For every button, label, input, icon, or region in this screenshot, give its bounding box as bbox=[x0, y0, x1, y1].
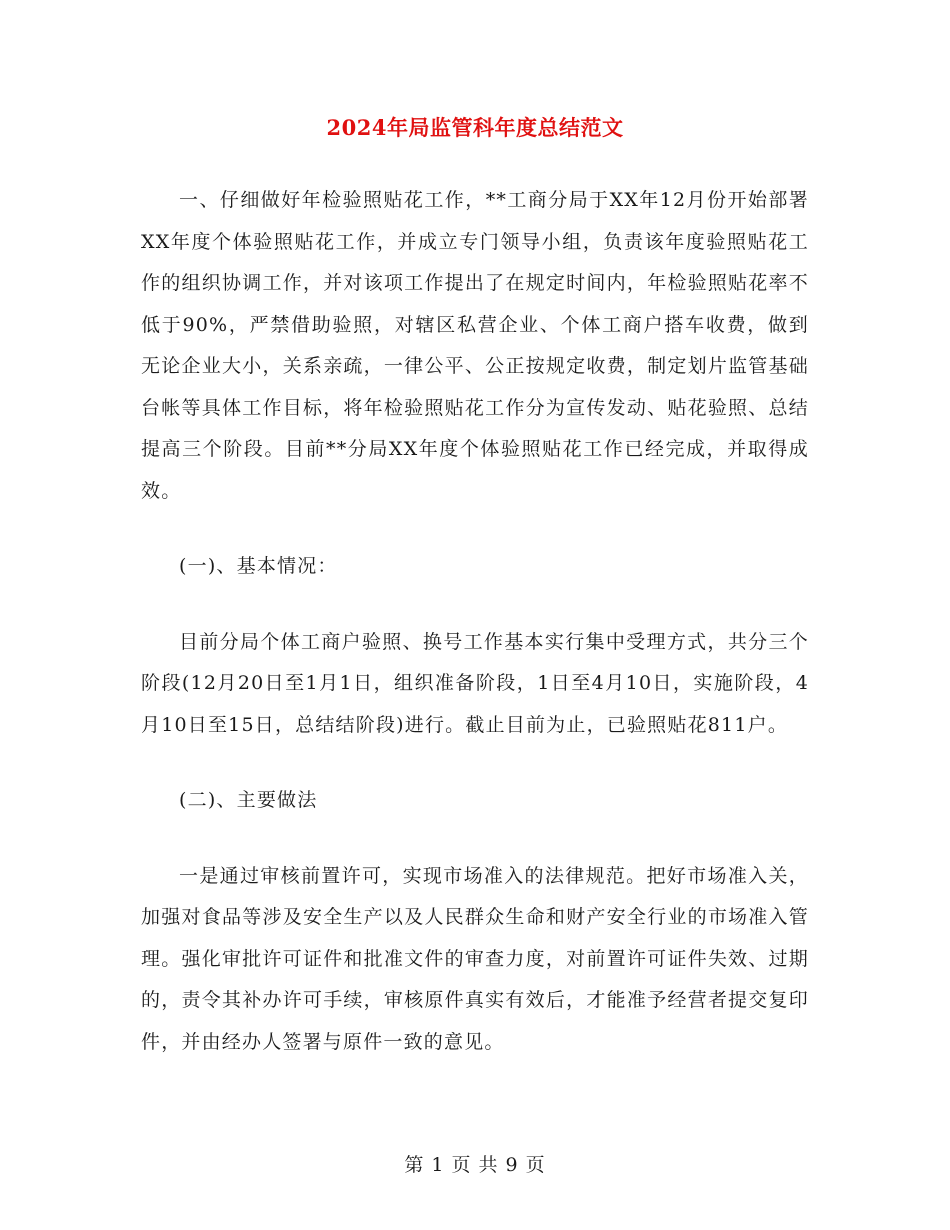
paragraph-gap bbox=[141, 588, 809, 622]
document-body bbox=[141, 180, 809, 1063]
paragraph-gap bbox=[141, 512, 809, 546]
paragraph-gap bbox=[141, 746, 809, 780]
section-heading-basic-situation: (一)、基本情况： bbox=[179, 555, 338, 577]
document-title: 2024年局监管科年度总结范文 bbox=[326, 115, 624, 140]
paragraph-annual-inspection: 一、仔细做好年检验照贴花工作，**工商分局于XX年12月份开始部署XX年度个体验照贴花工作，并成立专门领导小组，负责该年度验照贴花工作的组织协调工作，并对该项工作提出了在规定时间内，年检验照贴花率不低于90%，严禁借助验照，对辖区私营企业、个体工商户搭车收费，做到无论企业大小，关系亲疏，一律公平、公正按规定收费，制定划片监管基础台帐等具体工作目标，将年检验照贴花工作分为宣传发动、贴花验照、总结提高三个阶段。目前**分局XX年度个体验照贴花工作已经完成，并取得成效。 bbox=[141, 189, 809, 502]
paragraph-basic-situation: 目前分局个体工商户验照、换号工作基本实行集中受理方式，共分三个阶段(12月20日至1月1日，组织准备阶段，1日至4月10日，实施阶段，4月10日至15日，总结结阶段)进行。截止目前为止，已验照贴花811户。 bbox=[141, 630, 809, 736]
section-heading-main-practices: (二)、主要做法 bbox=[179, 789, 318, 811]
page-number-footer: 第 1 页 共 9 页 bbox=[404, 1154, 546, 1176]
paragraph-main-practices: 一是通过审核前置许可，实现市场准入的法律规范。把好市场准入关，加强对食品等涉及安全生产以及人民群众生命和财产安全行业的市场准入管理。强化审批许可证件和批准文件的审查力度，对前置许可证件失效、过期的，责令其补办许可手续，审核原件真实有效后，才能准予经营者提交复印件，并由经办人签署与原件一致的意见。 bbox=[141, 864, 809, 1053]
paragraph-gap bbox=[141, 822, 809, 856]
